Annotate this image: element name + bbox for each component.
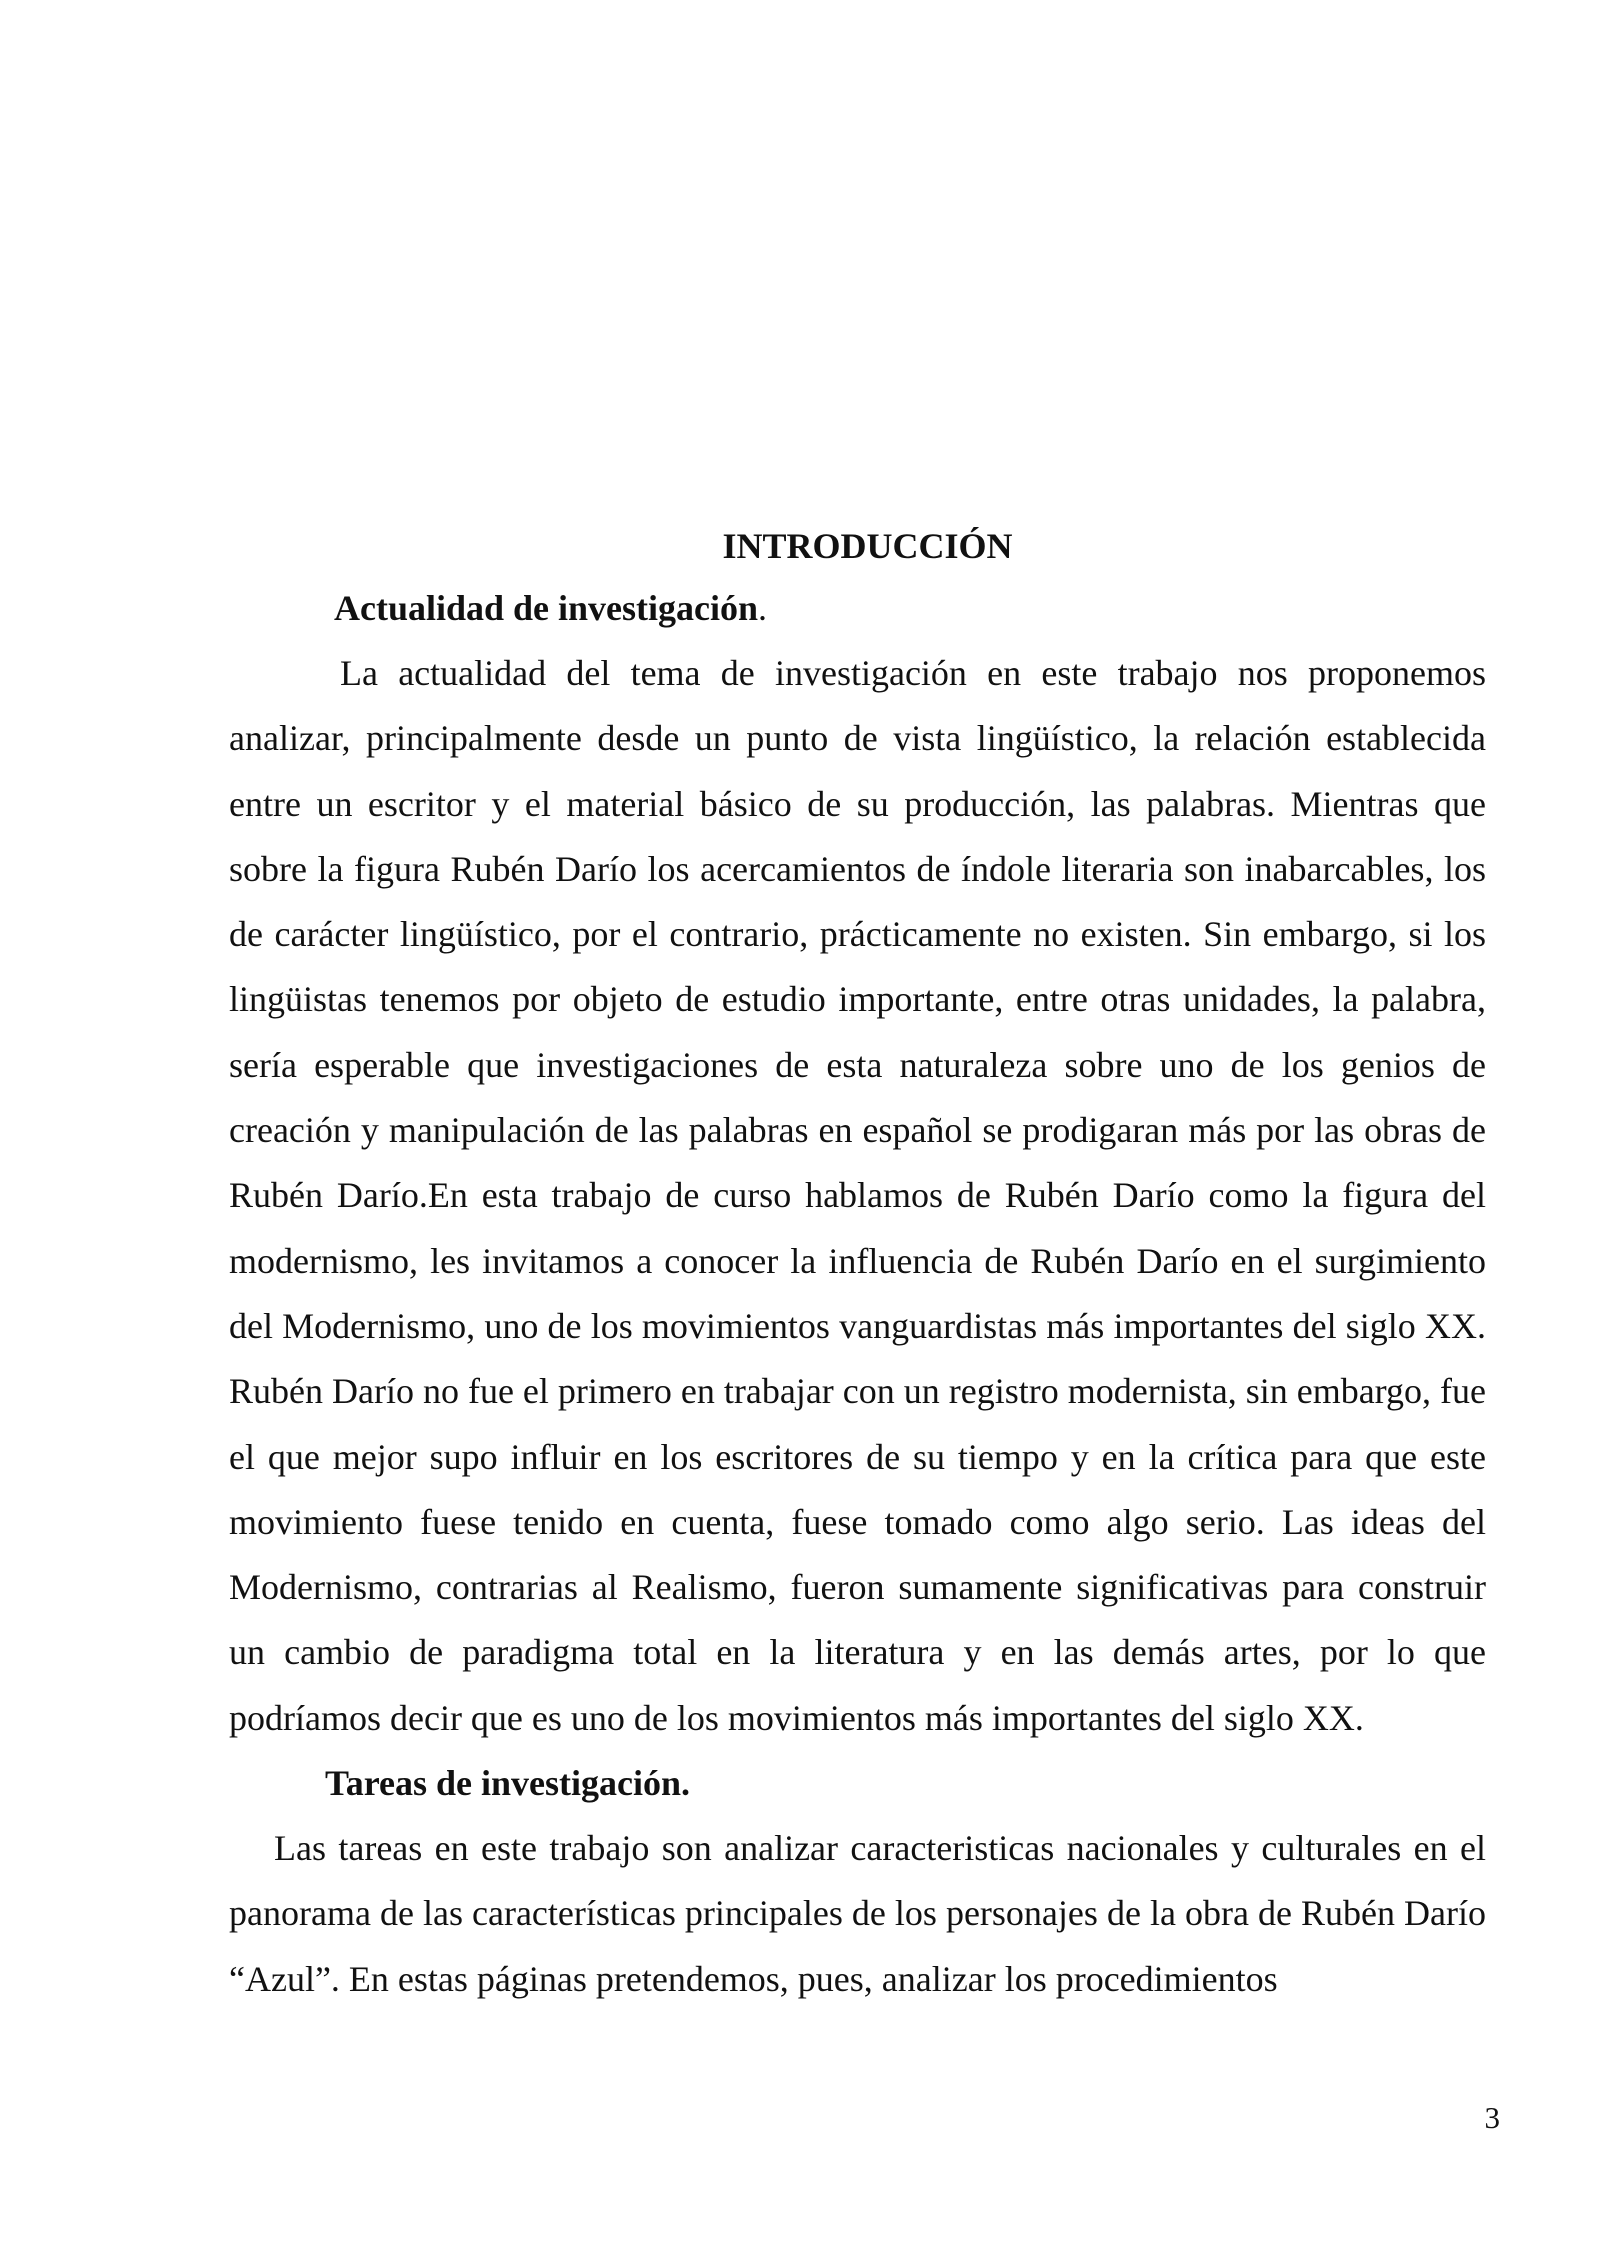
page-content — [229, 516, 1486, 2012]
document-title: INTRODUCCIÓN — [722, 526, 1013, 566]
section-heading-actualidad-text: Actualidad de investigación — [334, 588, 759, 628]
page-number: 3 — [1484, 2100, 1500, 2135]
section-heading-actualidad — [229, 576, 1486, 641]
section-heading-actualidad-period: . — [758, 588, 768, 628]
paragraph-actualidad: La actualidad del tema de investigación en este trabajo nos proponemos analizar, principalmente desde un punto de vista lingüístico, la relación establecida entre un escritor y el material básico de su producción, las palabras. Mientras que sobre la figura Rubén Darío los acercamientos de índole literaria son inabarcables, los de carácter lingüístico, por el contrario, prácticamente no existen. Sin embargo, si los lingüistas tenemos por objeto de estudio importante, entre otras unidades, la palabra, sería esperable que investigaciones de esta naturaleza sobre uno de los genios de creación y manipulación de las palabras en español se prodigaran más por las obras de Rubén Darío.En esta trabajo de curso hablamos de Rubén Darío como la figura del modernismo, les invitamos a conocer la influencia de Rubén Darío en el surgimiento del Modernismo, uno de los movimientos vanguardistas más importantes del siglo XX. Rubén Darío no fue el primero en trabajar con un registro modernista, sin embargo, fue el que mejor supo influir en los escritores de su tiempo y en la crítica para que este movimiento fuese tenido en cuenta, fuese tomado como algo serio. Las ideas del Modernismo, contrarias al Realismo, fueron sumamente significativas para construir un cambio de paradigma total en la literatura y en las demás artes, por lo que podríamos decir que es uno de los movimientos más importantes del siglo XX. — [229, 653, 1486, 1738]
paragraph-tareas: Las tareas en este trabajo son analizar caracteristicas nacionales y culturales en el panorama de las características principales de los personajes de la obra de Rubén Darío “Azul”. En estas páginas pretendemos, pues, analizar los procedimientos — [229, 1828, 1486, 1999]
section-heading-tareas: Tareas de investigación. — [325, 1763, 691, 1804]
